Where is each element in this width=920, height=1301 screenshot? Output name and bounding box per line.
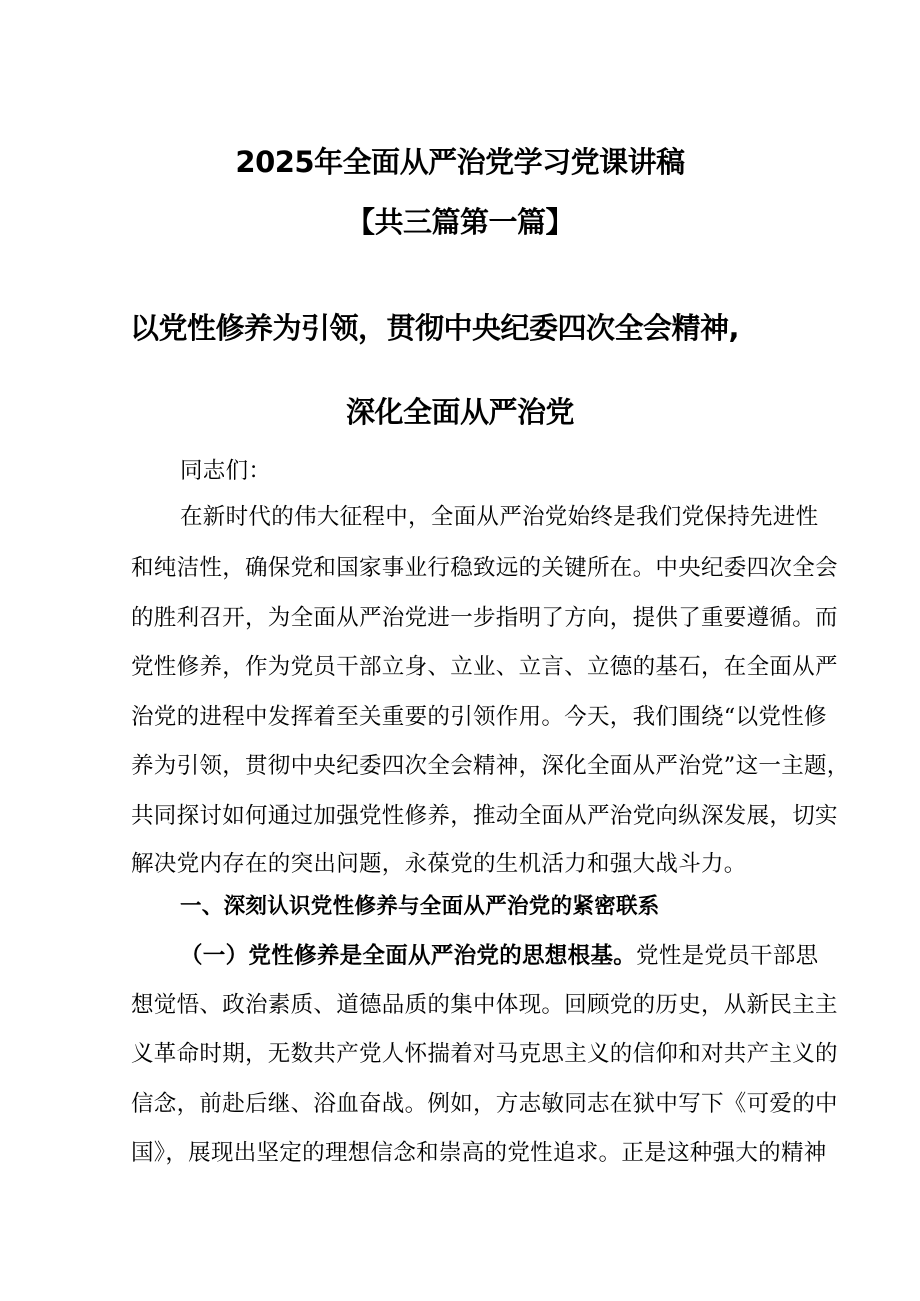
paragraph1-line: 在新时代的伟大征程中，全面从严治党始终是我们党保持先进性 (180, 504, 819, 530)
paragraph1-line: 共同探讨如何通过加强党性修养，推动全面从严治党向纵深发展，切实 (131, 803, 838, 829)
paragraph1-line: 治党的进程中发挥着至关重要的引领作用。今天，我们围绕“以党性修 (131, 704, 827, 730)
document-series-label: 【共三篇第一篇】 (345, 205, 574, 239)
section-heading: 一、深刻认识党性修养与全面从严治党的紧密联系 (180, 894, 660, 919)
document-subtitle-line2: 深化全面从严治党 (345, 395, 574, 429)
paragraph1-line: 的胜利召开，为全面从严治党进一步指明了方向，提供了重要遵循。而 (131, 605, 838, 631)
paragraph1-line: 养为引领，贯彻中央纪委四次全会精神，深化全面从严治党”这一主题， (131, 753, 850, 779)
subsection-line: 义革命时期，无数共产党人怀揣着对马克思主义的信仰和对共产主义的 (131, 1041, 838, 1067)
salutation: 同志们： (180, 458, 272, 484)
subsection-line: 信念，前赴后继、浴血奋战。例如，方志敏同志在狱中写下《可爱的中 (131, 1091, 838, 1117)
subsection-first-line (180, 938, 818, 970)
subsection-line: 国》，展现出坚定的理想信念和崇高的党性追求。正是这种强大的精神 (131, 1140, 827, 1166)
subsection-heading: （一）党性修养是全面从严治党的思想根基。 (180, 943, 637, 969)
document-title: 2025年全面从严治党学习党课讲稿 (235, 145, 685, 179)
paragraph1-line: 和纯洁性，确保党和国家事业行稳致远的关键所在。中央纪委四次全会 (131, 555, 838, 581)
subsection-line: 想觉悟、政治素质、道德品质的集中体现。回顾党的历史，从新民主主 (131, 992, 838, 1018)
document-subtitle-line1: 以党性修养为引领，贯彻中央纪委四次全会精神, (130, 311, 740, 345)
paragraph1-line: 党性修养，作为党员干部立身、立业、立言、立德的基石，在全面从严 (131, 654, 838, 680)
paragraph1-line: 解决党内存在的突出问题，永葆党的生机活力和强大战斗力。 (131, 851, 747, 877)
subsection-text: 党性是党员干部思 (636, 943, 819, 969)
